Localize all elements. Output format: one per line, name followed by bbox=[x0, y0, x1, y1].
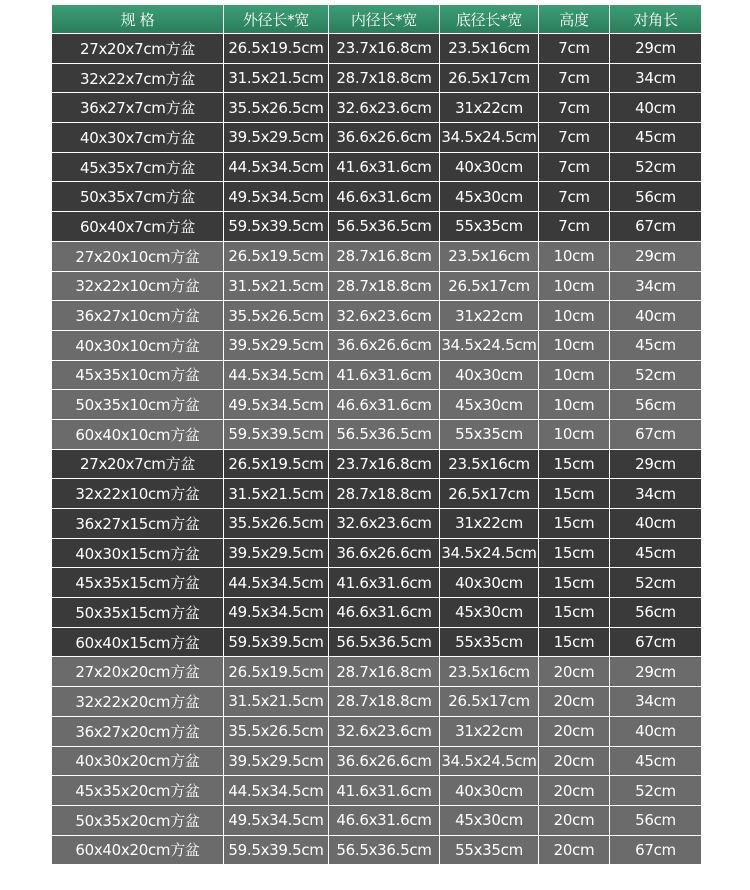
cell-outer-size: 39.5x29.5cm bbox=[224, 747, 328, 776]
cell-diagonal: 29cm bbox=[610, 450, 701, 479]
cell-height: 15cm bbox=[539, 450, 609, 479]
cell-inner-size: 28.7x18.8cm bbox=[329, 479, 439, 508]
cell-height: 15cm bbox=[539, 479, 609, 508]
cell-bottom-size: 34.5x24.5cm bbox=[440, 123, 538, 152]
cell-bottom-size: 26.5x17cm bbox=[440, 479, 538, 508]
cell-height: 10cm bbox=[539, 242, 609, 271]
cell-height: 7cm bbox=[539, 64, 609, 93]
cell-diagonal: 34cm bbox=[610, 479, 701, 508]
table-row bbox=[52, 123, 701, 152]
cell-spec: 45x35x7cm方盆 bbox=[52, 153, 223, 182]
cell-outer-size: 31.5x21.5cm bbox=[224, 272, 328, 301]
cell-diagonal: 67cm bbox=[610, 628, 701, 657]
cell-inner-size: 32.6x23.6cm bbox=[329, 717, 439, 746]
cell-bottom-size: 45x30cm bbox=[440, 390, 538, 419]
cell-diagonal: 56cm bbox=[610, 390, 701, 419]
cell-diagonal: 52cm bbox=[610, 361, 701, 390]
cell-bottom-size: 55x35cm bbox=[440, 628, 538, 657]
table-row bbox=[52, 657, 701, 686]
cell-bottom-size: 34.5x24.5cm bbox=[440, 331, 538, 360]
table-row bbox=[52, 64, 701, 93]
table-header bbox=[52, 5, 701, 33]
table-row bbox=[52, 598, 701, 627]
table-row bbox=[52, 420, 701, 449]
cell-outer-size: 35.5x26.5cm bbox=[224, 717, 328, 746]
cell-height: 10cm bbox=[539, 272, 609, 301]
cell-inner-size: 23.7x16.8cm bbox=[329, 34, 439, 63]
header-diagonal: 对角长 bbox=[610, 5, 701, 33]
cell-spec: 27x20x10cm方盆 bbox=[52, 242, 223, 271]
cell-spec: 45x35x15cm方盆 bbox=[52, 568, 223, 597]
cell-outer-size: 35.5x26.5cm bbox=[224, 509, 328, 538]
cell-bottom-size: 55x35cm bbox=[440, 212, 538, 241]
cell-outer-size: 59.5x39.5cm bbox=[224, 420, 328, 449]
cell-bottom-size: 34.5x24.5cm bbox=[440, 539, 538, 568]
table-row bbox=[52, 153, 701, 182]
cell-bottom-size: 31x22cm bbox=[440, 301, 538, 330]
cell-spec: 27x20x20cm方盆 bbox=[52, 657, 223, 686]
cell-spec: 60x40x15cm方盆 bbox=[52, 628, 223, 657]
cell-outer-size: 44.5x34.5cm bbox=[224, 776, 328, 805]
cell-height: 20cm bbox=[539, 657, 609, 686]
cell-height: 15cm bbox=[539, 628, 609, 657]
cell-diagonal: 56cm bbox=[610, 806, 701, 835]
cell-inner-size: 56.5x36.5cm bbox=[329, 212, 439, 241]
table-row bbox=[52, 628, 701, 657]
cell-outer-size: 44.5x34.5cm bbox=[224, 361, 328, 390]
cell-outer-size: 49.5x34.5cm bbox=[224, 390, 328, 419]
cell-bottom-size: 23.5x16cm bbox=[440, 657, 538, 686]
cell-spec: 36x27x15cm方盆 bbox=[52, 509, 223, 538]
cell-diagonal: 52cm bbox=[610, 153, 701, 182]
table-body bbox=[52, 34, 701, 864]
cell-height: 7cm bbox=[539, 123, 609, 152]
table-row bbox=[52, 717, 701, 746]
table-row bbox=[52, 479, 701, 508]
cell-height: 10cm bbox=[539, 361, 609, 390]
table-row bbox=[52, 747, 701, 776]
cell-inner-size: 28.7x16.8cm bbox=[329, 657, 439, 686]
cell-inner-size: 32.6x23.6cm bbox=[329, 301, 439, 330]
cell-height: 20cm bbox=[539, 806, 609, 835]
cell-outer-size: 59.5x39.5cm bbox=[224, 836, 328, 865]
cell-bottom-size: 31x22cm bbox=[440, 93, 538, 122]
table-row bbox=[52, 361, 701, 390]
cell-spec: 45x35x20cm方盆 bbox=[52, 776, 223, 805]
cell-height: 15cm bbox=[539, 568, 609, 597]
cell-outer-size: 31.5x21.5cm bbox=[224, 687, 328, 716]
table-row bbox=[52, 34, 701, 63]
cell-height: 15cm bbox=[539, 539, 609, 568]
cell-height: 10cm bbox=[539, 331, 609, 360]
cell-inner-size: 41.6x31.6cm bbox=[329, 153, 439, 182]
cell-height: 7cm bbox=[539, 212, 609, 241]
cell-bottom-size: 55x35cm bbox=[440, 836, 538, 865]
cell-diagonal: 40cm bbox=[610, 301, 701, 330]
cell-outer-size: 26.5x19.5cm bbox=[224, 242, 328, 271]
cell-diagonal: 45cm bbox=[610, 747, 701, 776]
cell-spec: 50x35x20cm方盆 bbox=[52, 806, 223, 835]
cell-inner-size: 28.7x18.8cm bbox=[329, 687, 439, 716]
cell-spec: 40x30x7cm方盆 bbox=[52, 123, 223, 152]
header-spec: 规 格 bbox=[52, 5, 223, 33]
cell-outer-size: 35.5x26.5cm bbox=[224, 93, 328, 122]
cell-bottom-size: 45x30cm bbox=[440, 806, 538, 835]
cell-diagonal: 56cm bbox=[610, 598, 701, 627]
table-row bbox=[52, 331, 701, 360]
cell-diagonal: 29cm bbox=[610, 657, 701, 686]
cell-inner-size: 36.6x26.6cm bbox=[329, 123, 439, 152]
cell-spec: 45x35x10cm方盆 bbox=[52, 361, 223, 390]
cell-spec: 60x40x7cm方盆 bbox=[52, 212, 223, 241]
cell-diagonal: 40cm bbox=[610, 93, 701, 122]
table-row bbox=[52, 301, 701, 330]
cell-spec: 36x27x10cm方盆 bbox=[52, 301, 223, 330]
cell-bottom-size: 23.5x16cm bbox=[440, 242, 538, 271]
table-row bbox=[52, 93, 701, 122]
table-row bbox=[52, 450, 701, 479]
cell-outer-size: 39.5x29.5cm bbox=[224, 331, 328, 360]
cell-diagonal: 34cm bbox=[610, 272, 701, 301]
cell-bottom-size: 31x22cm bbox=[440, 717, 538, 746]
header-row bbox=[52, 5, 701, 33]
cell-spec: 60x40x20cm方盆 bbox=[52, 836, 223, 865]
cell-outer-size: 39.5x29.5cm bbox=[224, 123, 328, 152]
cell-inner-size: 56.5x36.5cm bbox=[329, 628, 439, 657]
cell-diagonal: 45cm bbox=[610, 123, 701, 152]
cell-spec: 32x22x20cm方盆 bbox=[52, 687, 223, 716]
cell-bottom-size: 26.5x17cm bbox=[440, 687, 538, 716]
cell-height: 10cm bbox=[539, 420, 609, 449]
table-row bbox=[52, 568, 701, 597]
cell-height: 7cm bbox=[539, 34, 609, 63]
cell-spec: 60x40x10cm方盆 bbox=[52, 420, 223, 449]
cell-inner-size: 36.6x26.6cm bbox=[329, 331, 439, 360]
cell-inner-size: 46.6x31.6cm bbox=[329, 182, 439, 211]
cell-diagonal: 67cm bbox=[610, 212, 701, 241]
table-row bbox=[52, 687, 701, 716]
cell-outer-size: 35.5x26.5cm bbox=[224, 301, 328, 330]
cell-height: 20cm bbox=[539, 717, 609, 746]
table-row bbox=[52, 806, 701, 835]
cell-bottom-size: 23.5x16cm bbox=[440, 34, 538, 63]
cell-diagonal: 52cm bbox=[610, 568, 701, 597]
cell-spec: 40x30x10cm方盆 bbox=[52, 331, 223, 360]
cell-diagonal: 67cm bbox=[610, 836, 701, 865]
cell-diagonal: 56cm bbox=[610, 182, 701, 211]
cell-bottom-size: 23.5x16cm bbox=[440, 450, 538, 479]
cell-inner-size: 32.6x23.6cm bbox=[329, 509, 439, 538]
size-spec-table bbox=[51, 4, 702, 865]
cell-bottom-size: 31x22cm bbox=[440, 509, 538, 538]
cell-diagonal: 67cm bbox=[610, 420, 701, 449]
cell-spec: 27x20x7cm方盆 bbox=[52, 450, 223, 479]
cell-spec: 32x22x10cm方盆 bbox=[52, 272, 223, 301]
table-row bbox=[52, 272, 701, 301]
cell-outer-size: 59.5x39.5cm bbox=[224, 212, 328, 241]
cell-height: 7cm bbox=[539, 182, 609, 211]
header-outer-size: 外径长*宽 bbox=[224, 5, 328, 33]
header-inner-size: 内径长*宽 bbox=[329, 5, 439, 33]
cell-bottom-size: 55x35cm bbox=[440, 420, 538, 449]
cell-height: 20cm bbox=[539, 836, 609, 865]
cell-inner-size: 32.6x23.6cm bbox=[329, 93, 439, 122]
cell-inner-size: 46.6x31.6cm bbox=[329, 390, 439, 419]
cell-outer-size: 49.5x34.5cm bbox=[224, 182, 328, 211]
cell-height: 20cm bbox=[539, 747, 609, 776]
table-row bbox=[52, 836, 701, 865]
cell-height: 15cm bbox=[539, 509, 609, 538]
cell-spec: 36x27x20cm方盆 bbox=[52, 717, 223, 746]
header-bottom-size: 底径长*宽 bbox=[440, 5, 538, 33]
cell-outer-size: 59.5x39.5cm bbox=[224, 628, 328, 657]
cell-height: 10cm bbox=[539, 301, 609, 330]
table-row bbox=[52, 212, 701, 241]
cell-outer-size: 31.5x21.5cm bbox=[224, 64, 328, 93]
cell-inner-size: 41.6x31.6cm bbox=[329, 776, 439, 805]
cell-bottom-size: 40x30cm bbox=[440, 568, 538, 597]
cell-outer-size: 44.5x34.5cm bbox=[224, 153, 328, 182]
cell-diagonal: 45cm bbox=[610, 331, 701, 360]
cell-diagonal: 40cm bbox=[610, 717, 701, 746]
cell-bottom-size: 45x30cm bbox=[440, 598, 538, 627]
table-row bbox=[52, 776, 701, 805]
cell-diagonal: 40cm bbox=[610, 509, 701, 538]
cell-inner-size: 23.7x16.8cm bbox=[329, 450, 439, 479]
cell-inner-size: 28.7x18.8cm bbox=[329, 64, 439, 93]
cell-inner-size: 41.6x31.6cm bbox=[329, 361, 439, 390]
cell-bottom-size: 45x30cm bbox=[440, 182, 538, 211]
cell-outer-size: 44.5x34.5cm bbox=[224, 568, 328, 597]
table-row bbox=[52, 182, 701, 211]
cell-outer-size: 31.5x21.5cm bbox=[224, 479, 328, 508]
cell-spec: 36x27x7cm方盆 bbox=[52, 93, 223, 122]
cell-height: 20cm bbox=[539, 776, 609, 805]
cell-height: 15cm bbox=[539, 598, 609, 627]
cell-spec: 40x30x20cm方盆 bbox=[52, 747, 223, 776]
header-height: 高度 bbox=[539, 5, 609, 33]
cell-height: 20cm bbox=[539, 687, 609, 716]
cell-inner-size: 41.6x31.6cm bbox=[329, 568, 439, 597]
cell-height: 7cm bbox=[539, 153, 609, 182]
cell-outer-size: 39.5x29.5cm bbox=[224, 539, 328, 568]
cell-outer-size: 49.5x34.5cm bbox=[224, 598, 328, 627]
cell-diagonal: 34cm bbox=[610, 64, 701, 93]
cell-bottom-size: 40x30cm bbox=[440, 153, 538, 182]
cell-spec: 32x22x7cm方盆 bbox=[52, 64, 223, 93]
cell-spec: 27x20x7cm方盆 bbox=[52, 34, 223, 63]
cell-spec: 50x35x10cm方盆 bbox=[52, 390, 223, 419]
cell-inner-size: 28.7x16.8cm bbox=[329, 242, 439, 271]
cell-outer-size: 49.5x34.5cm bbox=[224, 806, 328, 835]
cell-outer-size: 26.5x19.5cm bbox=[224, 34, 328, 63]
cell-diagonal: 29cm bbox=[610, 242, 701, 271]
table-row bbox=[52, 390, 701, 419]
cell-bottom-size: 26.5x17cm bbox=[440, 272, 538, 301]
cell-inner-size: 46.6x31.6cm bbox=[329, 598, 439, 627]
table-row bbox=[52, 242, 701, 271]
cell-spec: 32x22x10cm方盆 bbox=[52, 479, 223, 508]
cell-height: 7cm bbox=[539, 93, 609, 122]
cell-outer-size: 26.5x19.5cm bbox=[224, 450, 328, 479]
table-row bbox=[52, 509, 701, 538]
cell-inner-size: 36.6x26.6cm bbox=[329, 539, 439, 568]
cell-diagonal: 34cm bbox=[610, 687, 701, 716]
cell-bottom-size: 40x30cm bbox=[440, 361, 538, 390]
table-row bbox=[52, 539, 701, 568]
cell-spec: 50x35x7cm方盆 bbox=[52, 182, 223, 211]
cell-inner-size: 46.6x31.6cm bbox=[329, 806, 439, 835]
cell-diagonal: 29cm bbox=[610, 34, 701, 63]
cell-spec: 50x35x15cm方盆 bbox=[52, 598, 223, 627]
cell-height: 10cm bbox=[539, 390, 609, 419]
cell-bottom-size: 40x30cm bbox=[440, 776, 538, 805]
cell-inner-size: 28.7x18.8cm bbox=[329, 272, 439, 301]
cell-inner-size: 56.5x36.5cm bbox=[329, 420, 439, 449]
cell-spec: 40x30x15cm方盆 bbox=[52, 539, 223, 568]
cell-inner-size: 36.6x26.6cm bbox=[329, 747, 439, 776]
cell-bottom-size: 34.5x24.5cm bbox=[440, 747, 538, 776]
cell-diagonal: 52cm bbox=[610, 776, 701, 805]
cell-outer-size: 26.5x19.5cm bbox=[224, 657, 328, 686]
cell-inner-size: 56.5x36.5cm bbox=[329, 836, 439, 865]
cell-bottom-size: 26.5x17cm bbox=[440, 64, 538, 93]
cell-diagonal: 45cm bbox=[610, 539, 701, 568]
